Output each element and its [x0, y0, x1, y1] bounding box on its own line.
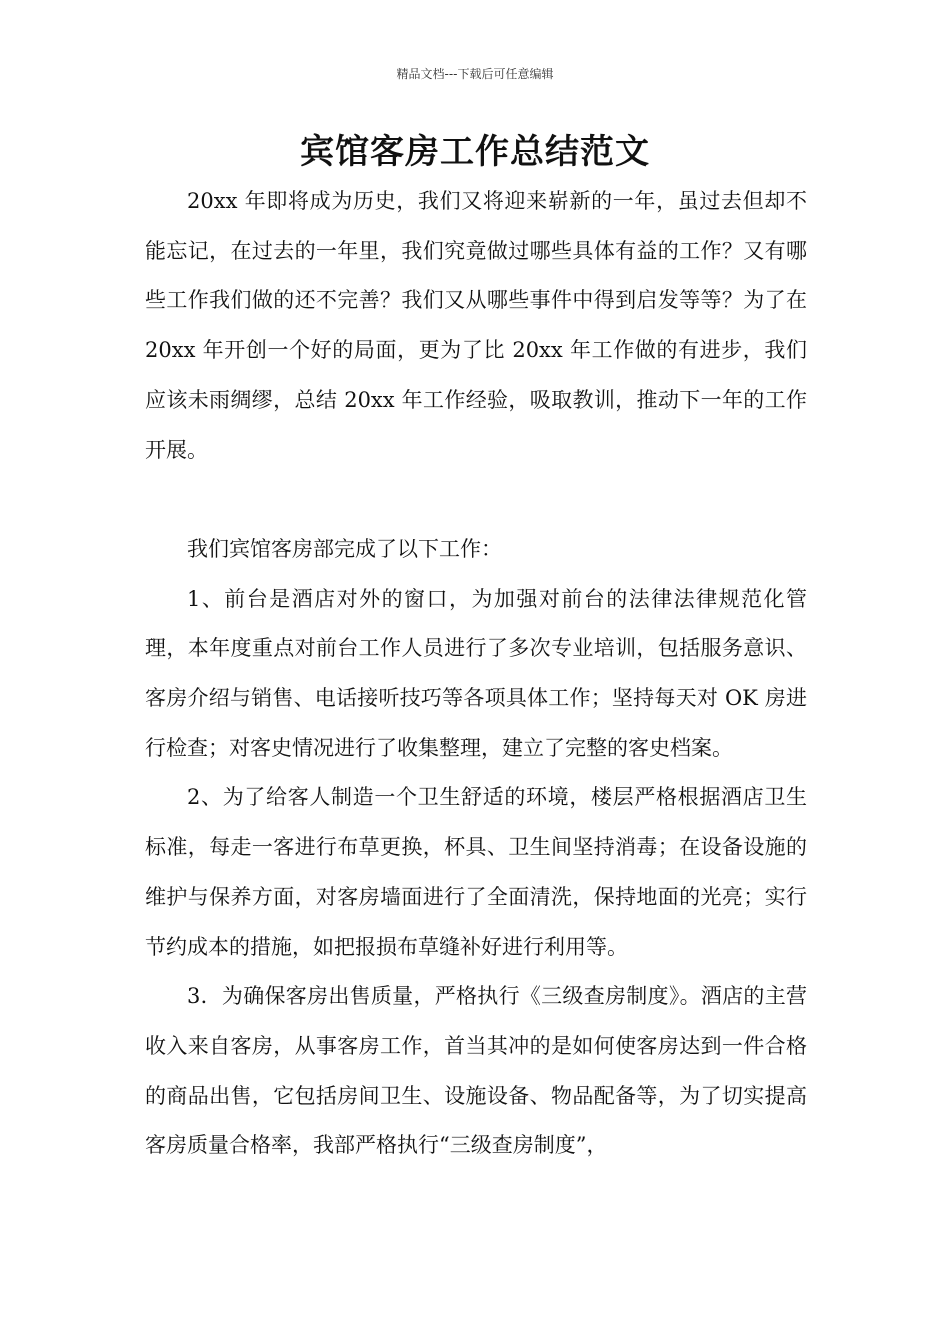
paragraph-spacer: [145, 475, 807, 525]
header-note: 精品文档---下载后可任意编辑: [396, 67, 554, 81]
document-body: [145, 177, 807, 1171]
paragraph-item-1: 1、前台是酒店对外的窗口，为加强对前台的法律法律规范化管理，本年度重点对前台工作人员进行了多次专业培训，包括服务意识、客房介绍与销售、电话接听技巧等各项具体工作；坚持每天对 OK 房进行检查；对客史情况进行了收集整理，建立了完整的客史档案。: [145, 586, 807, 760]
paragraph-intro: 20xx 年即将成为历史，我们又将迎来崭新的一年，虽过去但却不能忘记，在过去的一年里，我们究竟做过哪些具体有益的工作？又有哪些工作我们做的还不完善？我们又从哪些事件中得到启发等等？为了在 20xx 年开创一个好的局面，更为了比 20xx 年工作做的有进步，我们应该未雨绸缪，总结 20xx 年工作经验，吸取教训，推动下一年的工作开展。: [145, 189, 807, 462]
paragraph-item-3: 3．为确保客房出售质量，严格执行《三级查房制度》。酒店的主营收入来自客房，从事客房工作，首当其冲的是如何使客房达到一件合格的商品出售，它包括房间卫生、设施设备、物品配备等，为了切实提高客房质量合格率，我部严格执行“三级查房制度”，: [145, 984, 807, 1158]
document-title: 宾馆客房工作总结范文: [300, 132, 650, 172]
paragraph-summary-heading: 我们宾馆客房部完成了以下工作：: [187, 536, 502, 561]
paragraph-item-2: 2、为了给客人制造一个卫生舒适的环境，楼层严格根据酒店卫生标准，每走一客进行布草更换，杯具、卫生间坚持消毒；在设备设施的维护与保养方面，对客房墙面进行了全面清洗，保持地面的光亮；实行节约成本的措施，如把报损布草缝补好进行利用等。: [145, 785, 807, 959]
